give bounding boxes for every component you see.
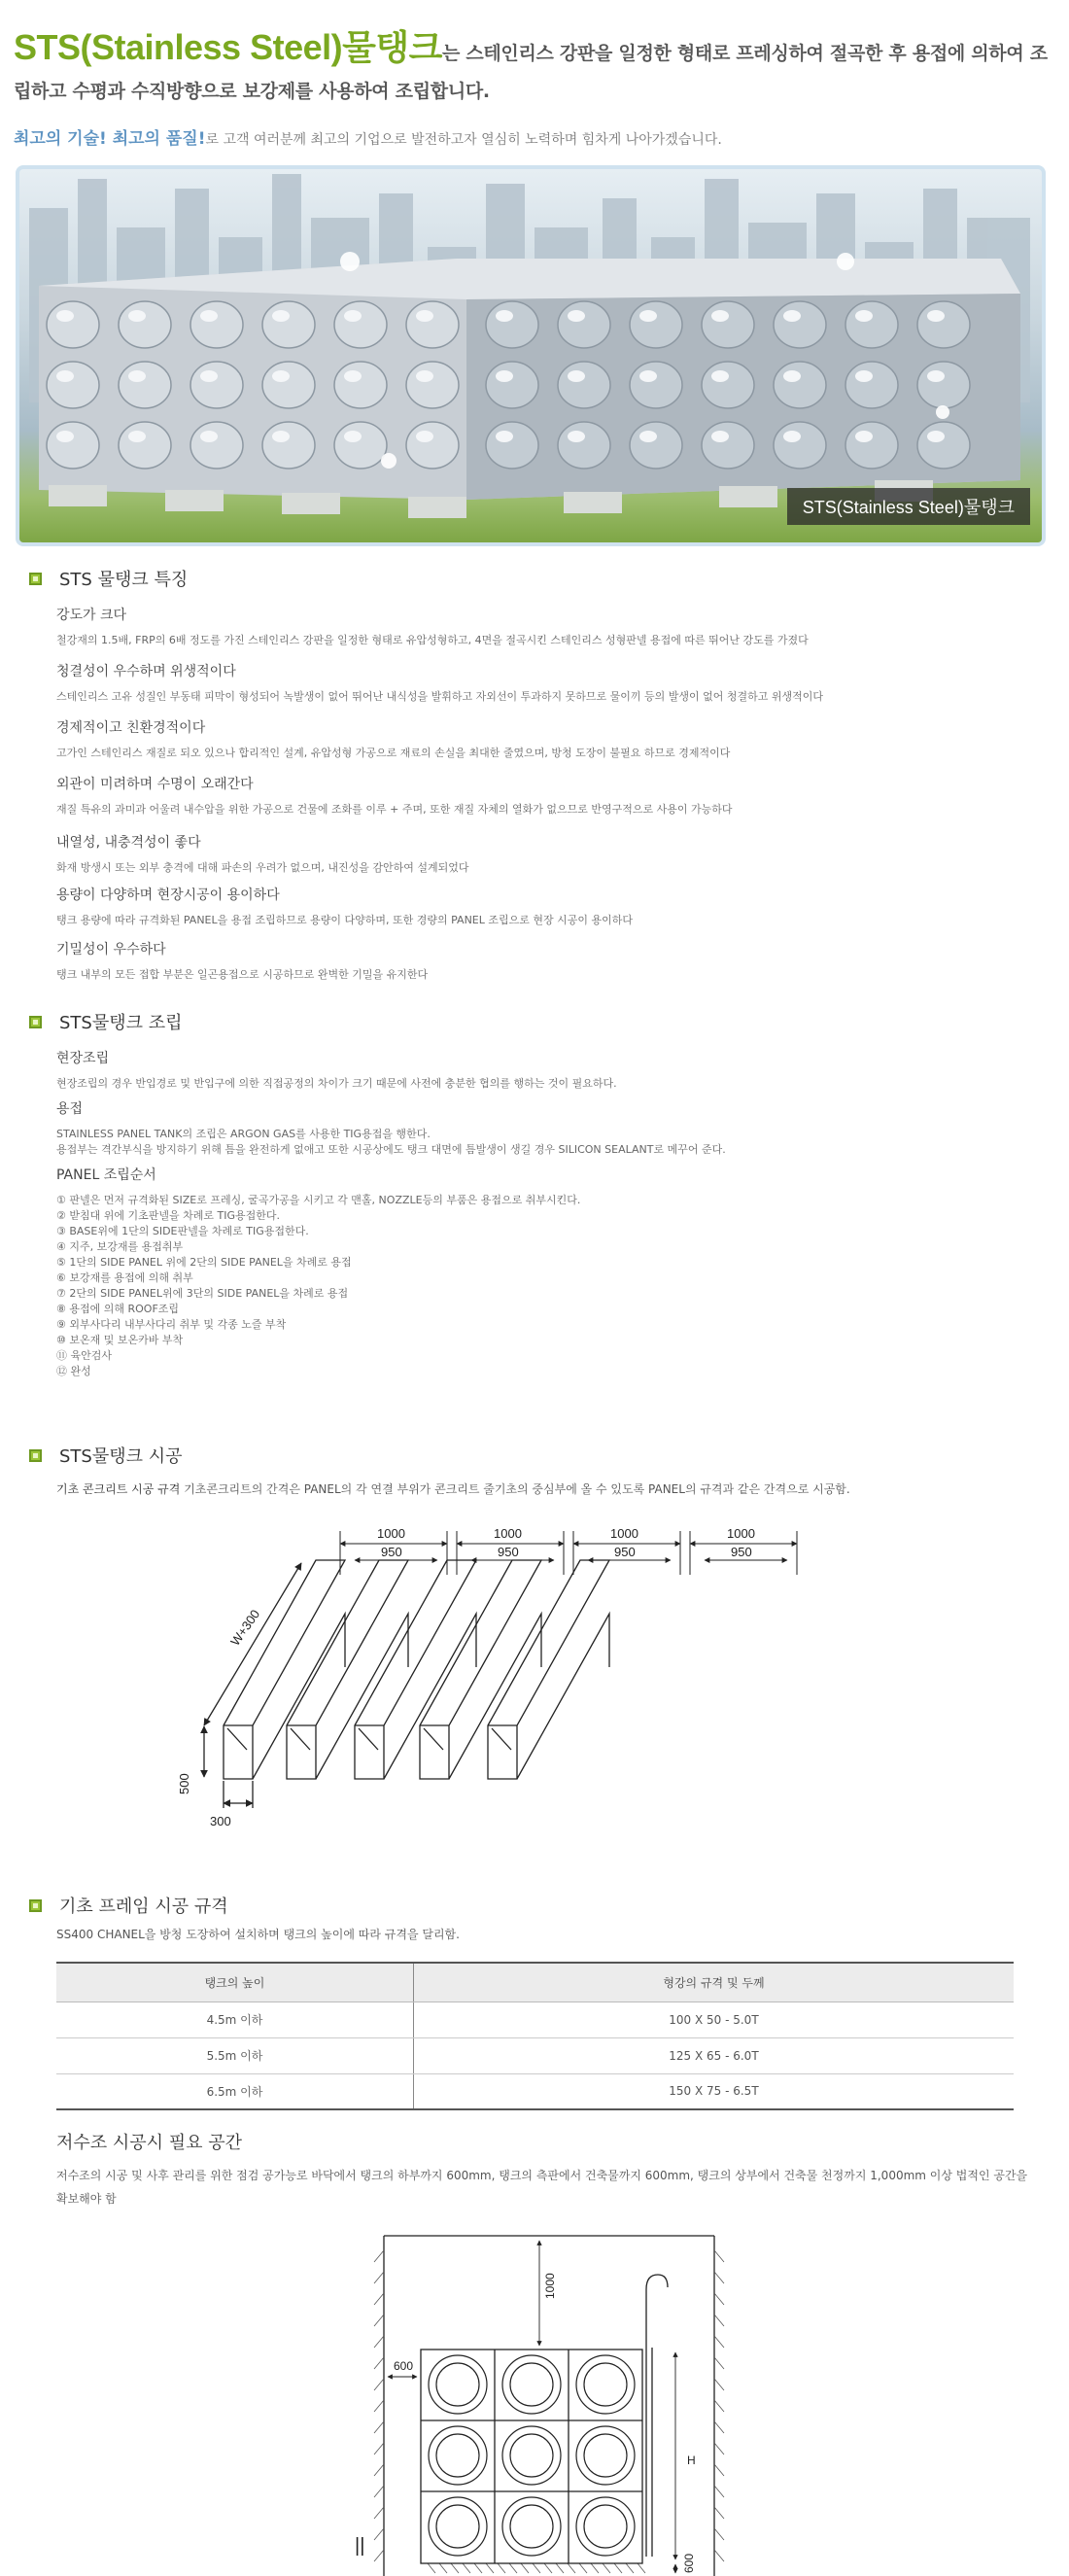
intro-text: 는 스테인리스 강판을 일정한 형태로 프레싱하여 절곡한 후 용접에 의하여 조립하고 수평과 수직방향으로 보강제를 사용하여 조립합니다.	[14, 43, 1048, 102]
space-desc: 저수조의 시공 및 사후 관리를 위한 점검 공가능로 바닥에서 탱크의 하부까지 600mm, 탱크의 측판에서 건축물까지 600mm, 탱크의 상부에서 건축물 천정까지 1,000mm 이상 법적인 공간을 확보해야 함	[56, 2169, 1028, 2206]
table-row	[56, 2037, 1014, 2073]
feature-desc: 탱크 용량에 따라 규격화된 PANEL을 용접 조립하므로 용량이 다양하며, 또한 경량의 PANEL 조립으로 현장 시공이 용이하다	[56, 914, 634, 926]
framing-heading: 기초 프레임 시공 규격	[59, 1897, 228, 1917]
bullet-square-icon	[29, 1449, 42, 1462]
feature-item	[56, 605, 1048, 648]
table-cell: 5.5m 이하	[56, 2037, 413, 2073]
feature-desc: 화재 방생시 또는 외부 충격에 대해 파손의 우려가 없으며, 내진성을 감안하여 설계되었다	[56, 861, 469, 874]
order-step: ⑧ 용접에 의해 ROOF조립	[56, 1303, 180, 1315]
feature-desc: 탱크 내부의 모든 접합 부분은 일곤용접으로 시공하므로 완벽한 기밀을 유지한다	[56, 968, 429, 981]
feature-item	[56, 939, 1048, 983]
feature-title: 청결성이 우수하며 위생적이다	[56, 664, 236, 679]
order-step: ⑫ 완성	[56, 1365, 91, 1377]
order-step: ⑥ 보강재를 용접에 의해 취부	[56, 1271, 193, 1284]
feature-desc: 스테인리스 고유 성질인 부동태 피막이 형성되어 녹발생이 없어 뛰어난 내식성을 발휘하고 자외선이 투과하지 못하므로 물이끼 등의 발생이 없어 청결하고 위생적이다	[56, 690, 823, 703]
feature-title: 내열성, 내충격성이 좋다	[56, 835, 201, 851]
clearance-side: 600	[394, 2359, 414, 2373]
dim-inner-2: 950	[498, 1545, 519, 1559]
assembly-site	[56, 1048, 1048, 1092]
feature-title: 강도가 크다	[56, 608, 127, 623]
construction-desc-label: 기초 콘크리트 시공 규격	[56, 1482, 181, 1496]
feature-desc: 재질 특유의 과미과 어울려 내수압을 위한 가공으로 건물에 조화를 이루 + 주며, 또한 재질 자체의 열화가 없으므로 반영구적으로 사용이 가능하다	[56, 803, 733, 816]
order-step: ⑩ 보온재 및 보온카바 부착	[56, 1334, 184, 1346]
dim-inner-1: 950	[381, 1545, 402, 1559]
construction-heading: STS물탱크 시공	[59, 1446, 183, 1467]
dim-width: W+300	[227, 1607, 263, 1649]
intro	[14, 29, 1053, 111]
feature-desc: 고가인 스테인리스 재질로 되오 있으나 합리적인 설계, 유압성형 가공으로 재료의 손실을 최대한 줄였으며, 방청 도장이 불필요 하므로 경제적이다	[56, 747, 731, 759]
dim-inner-3: 950	[614, 1545, 636, 1559]
foundation-diagram	[165, 1516, 884, 1828]
frame-spec-table	[56, 1962, 1014, 2110]
feature-title: 외관이 미려하며 수명이 오래간다	[56, 777, 254, 792]
water-tank-illustration	[19, 169, 1042, 542]
dim-height: 500	[177, 1773, 191, 1794]
features-heading: STS 물탱크 특징	[59, 570, 189, 590]
dim-outer-4: 1000	[727, 1526, 755, 1541]
site-desc: 현장조립의 경우 반입경로 및 반입구에 의한 직접공정의 차이가 크기 때문에 사전에 충분한 협의를 행하는 것이 필요하다.	[56, 1077, 617, 1090]
dim-base: 300	[210, 1814, 231, 1828]
section-heading-assembly	[29, 1009, 183, 1034]
feature-item	[56, 717, 1048, 761]
space-heading: 저수조 시공시 필요 공간	[56, 2133, 243, 2153]
table-header: 탱크의 높이	[56, 1963, 413, 2002]
table-cell: 125 X 65 - 6.0T	[413, 2037, 1014, 2073]
feature-title: 기밀성이 우수하다	[56, 942, 166, 957]
table-cell: 100 X 50 - 5.0T	[413, 2002, 1014, 2037]
hero-image	[16, 165, 1046, 546]
feature-desc: 철강재의 1.5배, FRP의 6배 정도를 가진 스테인리스 강판을 일정한 형태로 유압성형하고, 4면을 절곡시킨 스테인리스 성형판넬 용접에 따른 뛰어난 강도를 가졌다	[56, 634, 809, 646]
dim-outer-1: 1000	[377, 1526, 405, 1541]
table-row	[56, 2002, 1014, 2037]
weld-desc-1: STAINLESS PANEL TANK의 조립은 ARGON GAS를 사용한 TIG용접을 행한다.	[56, 1128, 431, 1140]
order-steps	[56, 1193, 1048, 1379]
slogan-text: 로 고객 여러분께 최고의 기업으로 발전하고자 열심히 노력하며 힘차게 나아가겠습니다.	[205, 132, 722, 148]
table-cell: 4.5m 이하	[56, 2002, 413, 2037]
order-step: ① 판넬은 먼저 규격화된 SIZE로 프레싱, 굴곡가공을 시키고 각 맨홀, NOZZLE등의 부품은 용접으로 취부시킨다.	[56, 1194, 581, 1206]
table-header: 형강의 규격 및 두께	[413, 1963, 1014, 2002]
column-mark: ||	[355, 2535, 365, 2557]
table-row	[56, 2073, 1014, 2109]
table-cell: 150 X 75 - 6.5T	[413, 2073, 1014, 2109]
assembly-weld	[56, 1098, 1048, 1158]
order-title: PANEL 조립순서	[56, 1167, 156, 1183]
feature-item	[56, 832, 1048, 876]
clearance-h: H	[687, 2454, 696, 2467]
hero-caption: STS(Stainless Steel)물탱크	[787, 488, 1030, 525]
dim-inner-4: 950	[731, 1545, 752, 1559]
slogan	[14, 124, 722, 149]
weld-title: 용접	[56, 1101, 84, 1117]
dim-outer-3: 1000	[610, 1526, 638, 1541]
bullet-square-icon	[29, 1016, 42, 1028]
order-step: ⑤ 1단의 SIDE PANEL 위에 2단의 SIDE PANEL을 차례로 용접	[56, 1256, 352, 1269]
feature-title: 용량이 다양하며 현장시공이 용이하다	[56, 888, 280, 903]
feature-item	[56, 885, 1048, 928]
site-title: 현장조립	[56, 1051, 110, 1066]
framing-desc: SS400 CHANEL을 방청 도장하여 설치하며 탱크의 높이에 따라 규격을 달리함.	[56, 1928, 460, 1941]
product-title: STS(Stainless Steel)물탱크	[14, 27, 442, 67]
order-step: ⑨ 외부사다리 내부사다리 취부 및 각종 노즐 부착	[56, 1318, 287, 1331]
bullet-square-icon	[29, 1899, 42, 1912]
clearance-diagram	[355, 2231, 743, 2576]
feature-item	[56, 774, 1048, 818]
order-step: ② 받침대 위에 기초판넬을 차례로 TIG용접한다.	[56, 1209, 280, 1222]
construction-desc-text: 기초콘크리트의 간격은 PANEL의 각 연결 부위가 콘크리트 줄기초의 중심부에 올 수 있도록 PANEL의 규격과 같은 간격으로 시공함.	[180, 1482, 850, 1496]
order-step: ④ 지주, 보강재를 용접취부	[56, 1240, 184, 1253]
section-heading-framing	[29, 1893, 228, 1918]
dim-outer-2: 1000	[494, 1526, 522, 1541]
section-heading-features	[29, 566, 188, 591]
weld-desc-2: 용접부는 격간부식을 방지하기 위해 틈을 완전하게 없애고 또한 시공상에도 탱크 대면에 틈발생이 생길 경우 SILICON SEALANT로 메꾸어 준다.	[56, 1143, 726, 1156]
order-step: ⑪ 육안검사	[56, 1349, 113, 1362]
order-step: ③ BASE위에 1단의 SIDE판넬을 차례로 TIG용접한다.	[56, 1225, 309, 1237]
section-heading-construction	[29, 1443, 183, 1468]
order-step: ⑦ 2단의 SIDE PANEL위에 3단의 SIDE PANEL을 차례로 용접	[56, 1287, 349, 1300]
clearance-top: 1000	[543, 2273, 557, 2299]
bullet-square-icon	[29, 573, 42, 585]
assembly-heading: STS물탱크 조립	[59, 1013, 183, 1033]
construction-desc	[56, 1478, 1038, 1501]
assembly-order	[56, 1165, 1048, 1379]
feature-title: 경제적이고 친환경적이다	[56, 720, 206, 736]
slogan-highlight: 최고의 기술! 최고의 품질!	[14, 129, 206, 149]
clearance-bottom: 600	[682, 2553, 696, 2573]
feature-item	[56, 661, 1048, 705]
table-cell: 6.5m 이하	[56, 2073, 413, 2109]
